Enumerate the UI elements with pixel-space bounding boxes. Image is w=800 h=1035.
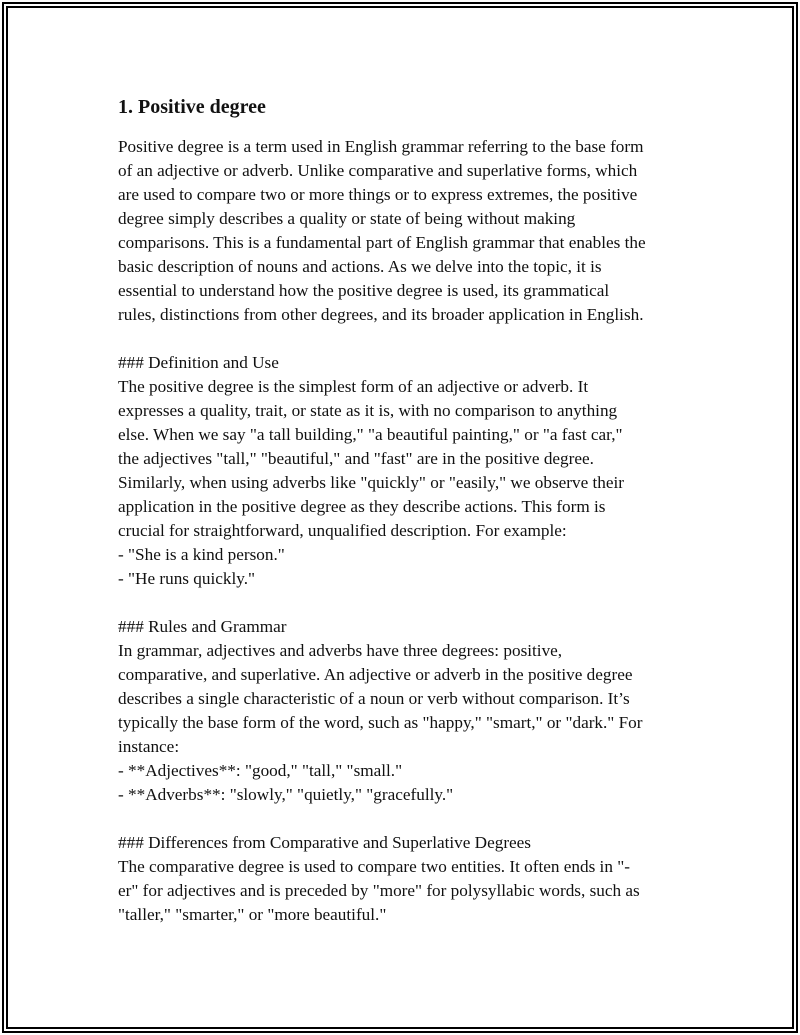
definition-and-use-section: ### Definition and Use The positive degree is the simplest form of an adjective or adverb. It expresses a quality, trait, or state as it is, with no comparison to anything else. When we say "a tall building," "a beautiful painting," or "a fast car," the adjectives "tall," "beautiful," and "fast" are in the positive degree. Similarly, when using adverbs like "quickly" or "easily," we observe their application in the positive degree as they describe actions. This form is crucial for straightforward, unqualified description. For example: - "She is a kind person." - "He runs quickly." bbox=[118, 353, 625, 588]
paragraph-gap bbox=[118, 591, 684, 615]
document-body bbox=[118, 93, 684, 927]
rules-and-grammar-section: ### Rules and Grammar In grammar, adjectives and adverbs have three degrees: positive, comparative, and superlative. An adjective or adverb in the positive degree describes a single characteristic of a noun or verb without comparison. It’s typically the base form of the word, such as "happy," "smart," or "dark." For instance: - **Adjectives**: "good," "tall," "small." - **Adverbs**: "slowly," "quietly," "gracefully." bbox=[118, 617, 643, 804]
intro-paragraph: Positive degree is a term used in English grammar referring to the base form of an adjective or adverb. Unlike comparative and superlative forms, which are used to compare two or more things or to express extremes, the positive degree simply describes a quality or state of being without making comparisons. This is a fundamental part of English grammar that enables the basic description of nouns and actions. As we delve into the topic, it is essential to understand how the positive degree is used, its grammatical rules, distinctions from other degrees, and its broader application in English. bbox=[118, 137, 646, 324]
paragraph-gap bbox=[118, 807, 684, 831]
section-heading: 1. Positive degree bbox=[118, 96, 266, 118]
paragraph-gap bbox=[118, 327, 684, 351]
differences-section: ### Differences from Comparative and Superlative Degrees The comparative degree is used to compare two entities. It often ends in "- er" for adjectives and is preceded by "more" for polysyllabic words, such as "taller," "smarter," or "more beautiful." bbox=[118, 833, 640, 924]
